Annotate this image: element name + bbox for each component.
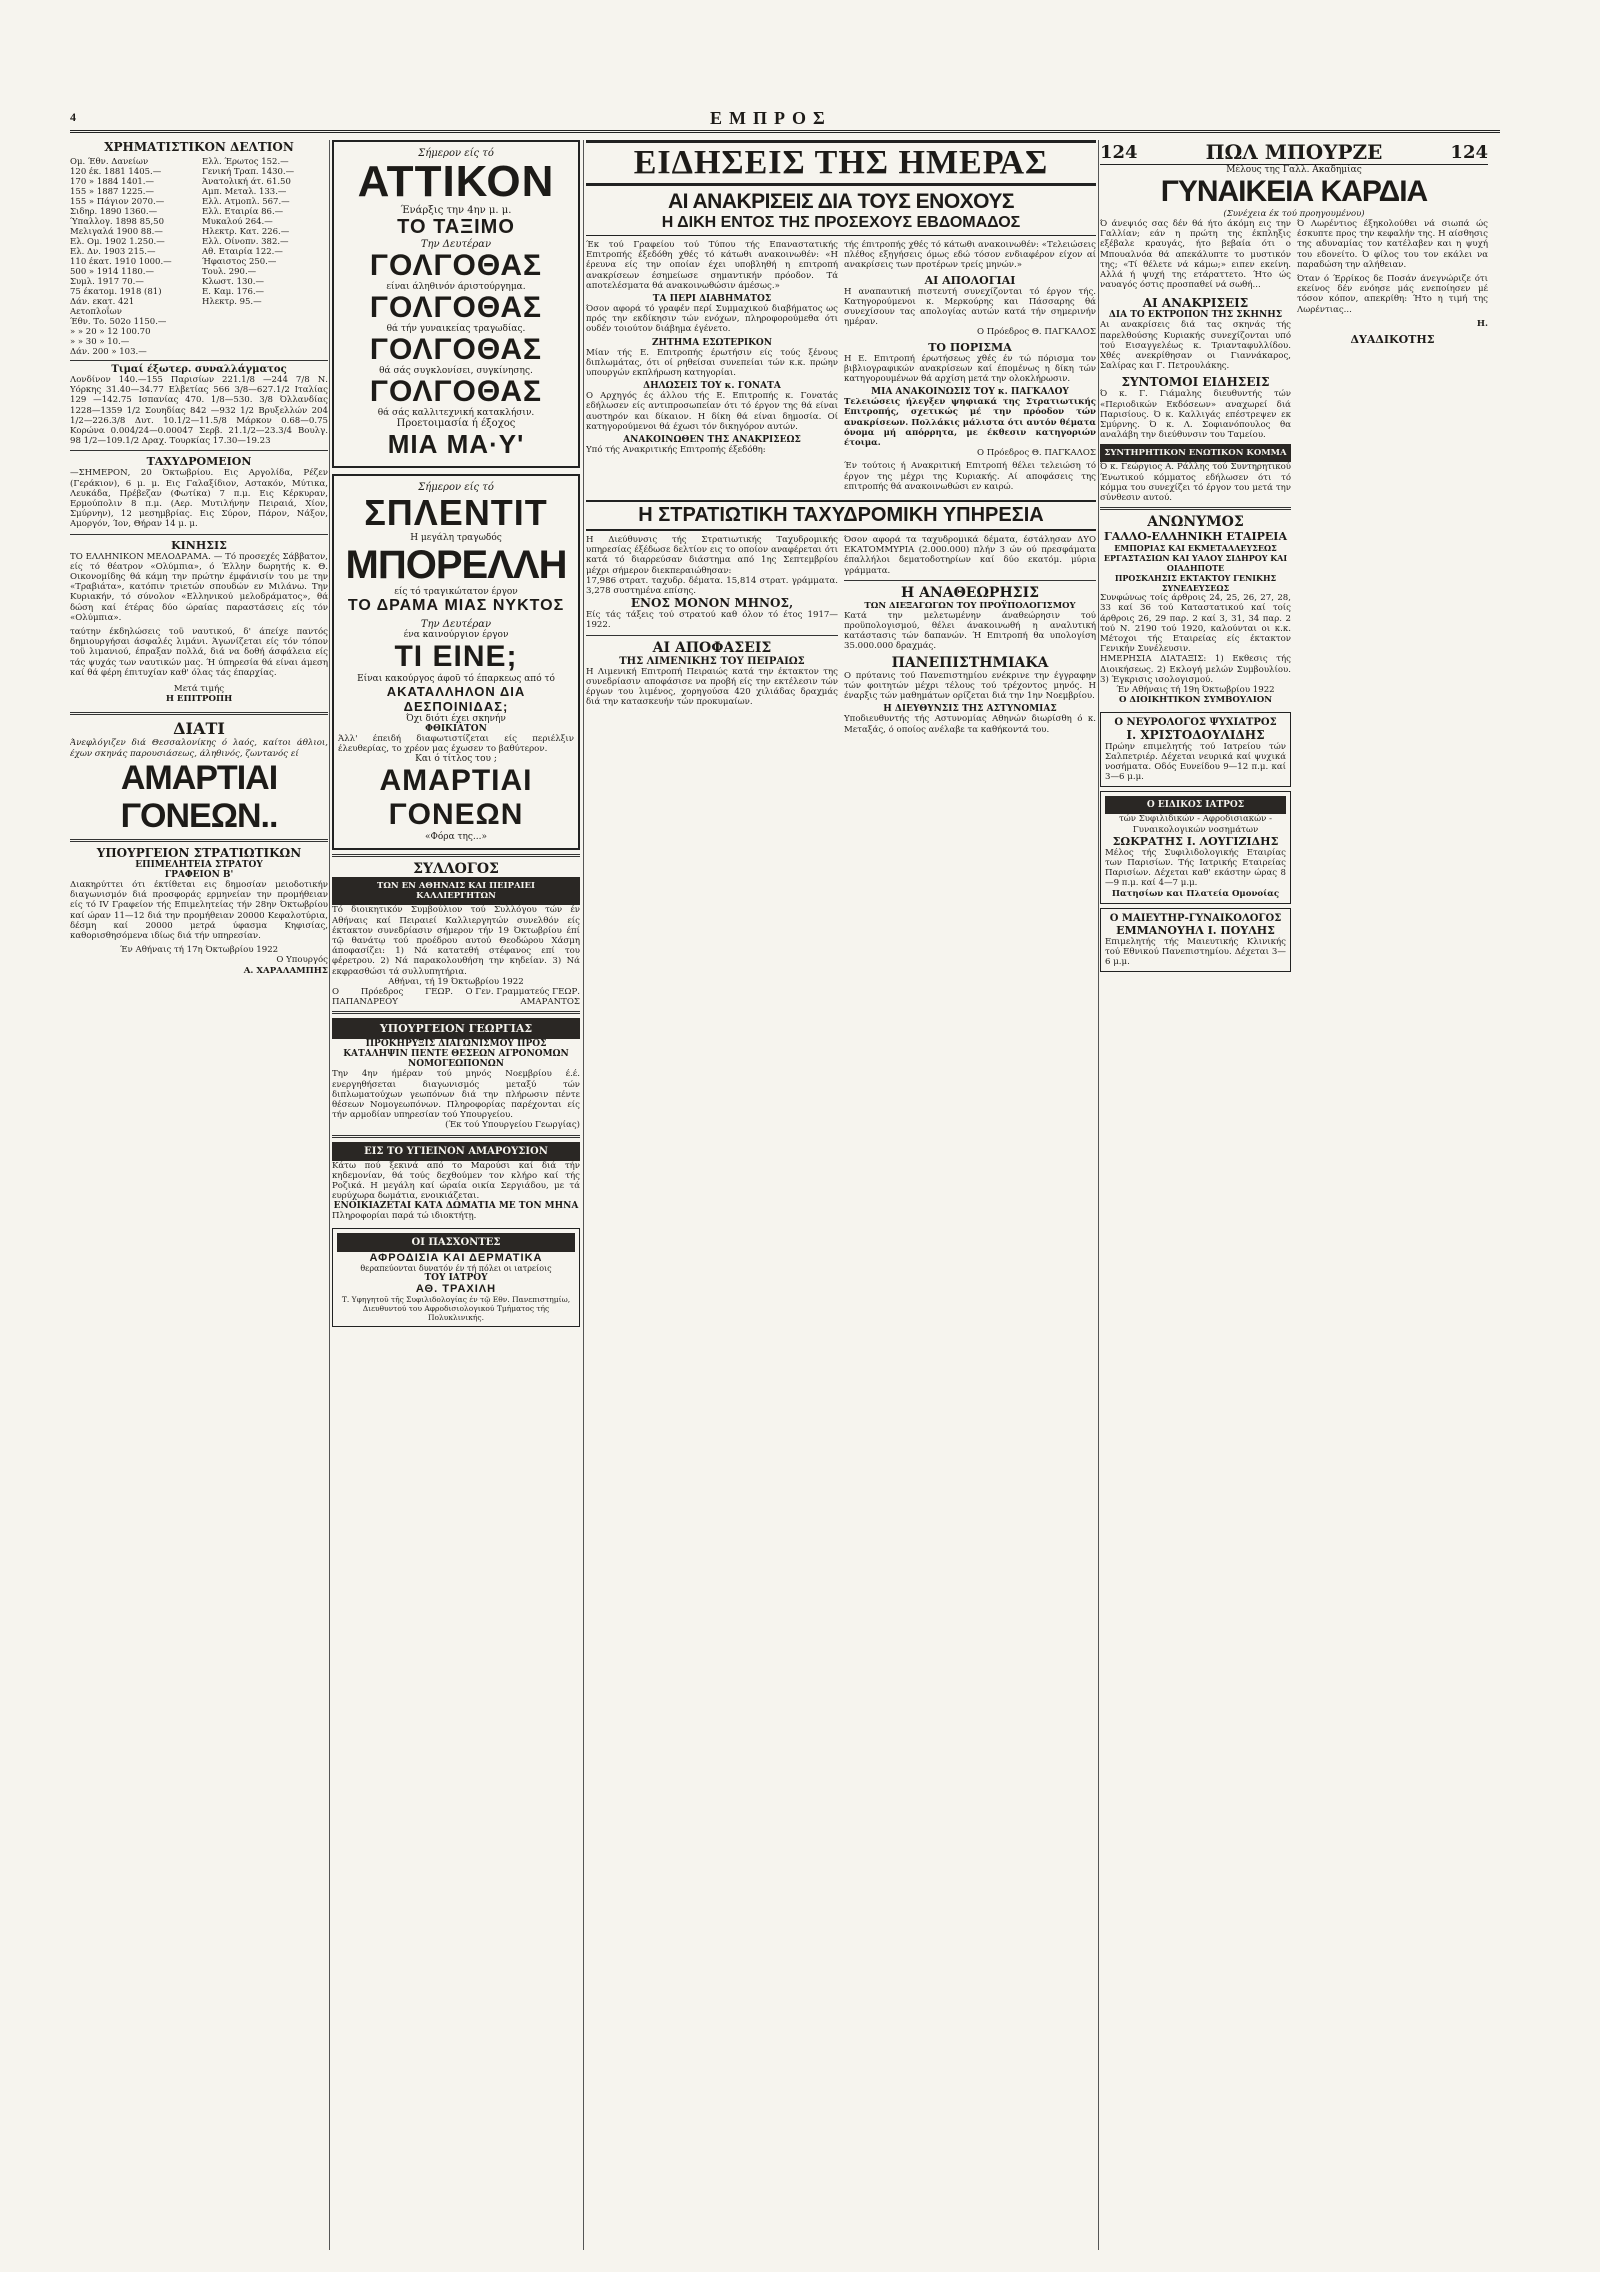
serial-number-right: 124 — [1450, 141, 1488, 163]
doc1-title: Ο ΝΕΥΡΟΛΟΓΟΣ ΨΥΧΙΑΤΡΟΣ — [1114, 716, 1277, 728]
page-number: 4 — [70, 110, 76, 124]
theatre-attikon-ad — [332, 140, 580, 468]
assoc-text: Τό διοικητικόν Συμβούλιον τού Συλλόγου τών έν Αθήναις καί Πειραιεί Καλλιεργητών συνελθόν είς έκτακτον συνεδρίασιν σήμερον τήν 19 Όκτωβρίου έπί τῷ θανάτῳ τού προέδρου αυτού Θεοδώρου Χάσμη άποφασίζει: 1) Νά κατατεθή στέφανος επί του φέρετρου. 2) Νά παρακολουθήση την κηδείαν. 3) Νά εκφρασθώσι τά συλλυπητήρια. — [332, 905, 580, 977]
golgotha-title: ΓΟΛΓΟΘΑΣ — [369, 291, 543, 324]
serial-text: Ό άνεψιός σας δέν θά ήτο άκόμη εις την Γαλλίαν; εάν η πρώτη της έκπληξις εξέβαλε κραυγάς, ήτο βεβαία ότι ο Μπουαλνόα θά απεκάλυπτε το μυστικόν της; «Τί θέλετε νά κάμω;» ειπεν εκείνη. Αλλά ή ψυχή της ετάραττετο. Ήτο ώς ναυαγός όστις προσπαθεί νά σωθή... — [1100, 219, 1291, 291]
serial-section: ΔΥΑΔΙΚΟΤΗΣ — [1350, 333, 1435, 347]
stock-row: 110 έκατ. 1910 1000.— — [70, 257, 172, 267]
news-left — [586, 240, 838, 492]
theatre-name-2: ΣΠΛΕΝΤΙΤ — [364, 492, 548, 533]
stock-row: Ε. Καμ. 176.— — [202, 287, 265, 297]
stock-row: Ήφαιστος 250.— — [202, 257, 277, 267]
column-4 — [1100, 140, 1488, 972]
party-title: ΣΥΝΤΗΡΗΤΙΚΟΝ ΕΝΩΤΙΚΟΝ ΚΟΜΜΑ — [1100, 444, 1291, 462]
stock-row: Κλωστ. 130.— — [202, 277, 265, 287]
letter-text: ταύτην έκδηλώσεις τοϋ ναυτικού, δ' άπείχε παντός δημιουργήσαι άσφαλές λιμάνι. Άγωνίζεται είς τόν τόπον τοϋ λιμανιού, έπραξαν πολλά, διά να δοθή άσφάλεια είς τάς ψυχάς των ναυτικών μας. Ή ύπηρεσία θά είναι άμεση καί θά φέρη έπιτυχίαν καθ' όλας τάς έπαρχίας. — [70, 627, 328, 678]
newspaper-title: ΕΜΠΡΟΣ — [710, 108, 832, 128]
ti-eine-note: Είναι κακούργος άφοῦ τό έπαρκεως από τό — [357, 674, 555, 684]
stock-left-list — [70, 157, 196, 357]
stock-table — [70, 157, 328, 361]
col4-split — [1100, 219, 1488, 972]
col4-left — [1100, 219, 1291, 972]
doc2-addr: Πατησίων και Πλατεία Ομονοίας — [1111, 888, 1280, 899]
company-title: ΑΝΩΝΥΜΟΣ — [1147, 514, 1244, 531]
harbour-sub: ΤΗΣ ΛΙΜΕΝΙΚΗΣ ΤΟΥ ΠΕΙΡΑΙΩΣ — [619, 655, 805, 667]
play-text: Άλλ' έπειδή διαφωτιστίζεται είς περιέλξιν έλευθερίας, το χρέον μας έχωσεν το βαθύτερον. — [338, 734, 574, 755]
serial-sign: Η. — [1476, 318, 1488, 329]
serial-text-2: Ό Λωρέντιος έξηκολούθει νά σιωπά ώς έσκυπτε προς την κεφαλήν της. Η αίσθησις της αδυναμίας τον κατέλαβεν και η ψυχή του εδονείτο. Ό φίλος του τον εκάλει να παραδώση την αλήθειαν. — [1297, 219, 1488, 270]
agri-text: Την 4ην ήμέραν τού μηνός Νοεμβρίου έ.έ. ενεργηθήσεται διαγωνισμός μεταξύ τών διπλωματούχων γεωπόνων διά την πλήρωσιν πέντε θέσεων Νομογεωπόνων. Πληροφορίας παρέχονται είς τήν αρμοδίαν υπηρεσίαν τού Υπουργείου. — [332, 1069, 580, 1121]
stock-row: Σιδηρ. 1890 1360.— — [70, 207, 158, 217]
mid-text: Αι ανακρίσεις διά τας σκηνάς τής παρελθούσης Κυριακής συνεχίζονται υπό τού Εισαγγελέως κ. Τριανταφυλλίδου. Χθές ανεκρίθησαν οι Γιαννάκαρος, Σαλίρας και Γ. Πετρουλάκης. — [1100, 320, 1291, 372]
golgotha-title: ΓΟΛΓΟΘΑΣ — [369, 249, 543, 282]
post-headline: Η ΣΤΡΑΤΙΩΤΙΚΗ ΤΑΧΥΔΡΟΜΙΚΗ ΥΠΗΡΕΣΙΑ — [586, 500, 1096, 531]
headline: ΑΙ ΑΝΑΚΡΙΣΕΙΣ ΔΙΑ ΤΟΥΣ ΕΝΟΧΟΥΣ — [667, 190, 1015, 213]
stock-row: Ελ. Δν. 1903 215.— — [70, 247, 156, 257]
party-text: Ό κ. Γεώργιος Α. Ράλλης τού Συντηρητικού Ένωτικού κόμματος εδήλωσεν ότι τό κόμμα του συνεχίζει τό έργον του μετά την σύνθεσιν αυτού. — [1100, 462, 1291, 504]
doc2-box — [1100, 791, 1291, 903]
signature: Η ΕΠΙΤΡΟΠΗ — [165, 694, 233, 705]
review-title: Η ΑΝΑΘΕΩΡΗΣΙΣ — [900, 584, 1040, 601]
kiniseis-title: ΚΙΝΗΣΙΣ — [171, 538, 227, 552]
mid-sub: ΔΙΑ ΤΟ ΕΚΤΡΟΠΟΝ ΤΗΣ ΣΚΗΝΗΣ — [1108, 310, 1283, 321]
inquiry-title: ΑΙ ΑΠΟΛΟΓΙΑΙ — [924, 273, 1016, 287]
doc3-title: Ο ΜΑΙΕΥΤΗΡ-ΓΥΝΑΙΚΟΛΟΓΟΣ — [1109, 912, 1282, 924]
right-intro: τής έπιτροπής χθές τό κάτωθι ανακοινωθέν: «Τελειώσεις πλέθος εξηγήσεις όμως εδώ τόσον ενδιαφέρον είχον αί ανακρίσεις των προτέρων τρείς μηνών.» — [844, 240, 1096, 271]
ministry-text: Διακηρύττει ότι έκτίθεται εις δημοσίαν μειοδοτικήν διαγωνισμόν διά προσφοράς ερμηνείαν την προμήθειαν είς τό IV Γραφείον τής Επιμελητείας τήν 28ην Όκτωβρίου καί ώραν 11—12 διά την προμήθειαν 20000 Κεφαλοτύρια, δέσμη καί 20000 μετρά ύφασμα Κηφισίας, καθορισθησόμενα ιδίως διά τήν υπηρεσίαν. — [70, 879, 328, 941]
ministry-signer-title: Ο Υπουργός — [276, 955, 328, 966]
stock-row: 75 έκατομ. 1918 (81) — [70, 287, 162, 297]
porisma-title: ΤΟ ΠΟΡΙΣΜΑ — [928, 340, 1012, 354]
stock-row: Ελλ. Έρωτος 152.— — [202, 157, 289, 167]
porisma-text: Η Ε. Επιτροπή έρωτήσεως χθές έν τώ πόρισμα τον βιβλιογραφικών ανακρίσεων καί έπομένως η δίκη τών κατηγορουμένων θά αρχίση μετά την ολοκλήρωσιν. — [844, 353, 1096, 385]
ad2-line4: ΤΟΥ ΙΑΤΡΟΥ — [424, 1272, 488, 1283]
serial-author: ΠΩΛ ΜΠΟΥΡΖΕ — [1205, 140, 1383, 164]
play-label: ΦΘΙΚΙΑΤΟΝ — [425, 724, 487, 734]
theatre-name: ΑΤΤΙΚΟΝ — [357, 157, 555, 206]
golgotha-title: ΓΟΛΓΟΘΑΣ — [369, 375, 543, 408]
post-text: —ΣΗΜΕΡΟΝ, 20 Όκτωβρίου. Εις Αργολίδα, Ρέζεν (Γεράκιον), 6 μ. μ. Εις Γαλαξίδιον, Αστακόν, Μύτικα, Λευκάδα, Πρέβεζαν (Φωτίκα) 7 π.μ. Εις Κέρκυραν, Ερμούπολιν 8 π.μ. (Αερ. Μυτιλήνην Πειραιά, Χίον, Σμύρνην), 12 μεσημβρίας. Εις Σύρον, Πάρον, Νάξον, Αμοργόν, Ίον, Θήραν 14 μ. μ. — [70, 468, 328, 530]
mid-title: ΑΙ ΑΝΑΚΡΙΣΕΙΣ — [1142, 296, 1249, 311]
doc2-sub: τών Συφιλιδικών - Αφροδισιακών - Γυναικολογικών νοσημάτων — [1118, 814, 1272, 835]
lead-text: Έκ τού Γραφείου τού Τύπου τής Επαναστατικής Επιτροπής έξεδόθη χθές τό κάτωθι ανακοινωθέν: «Η έρευνα είς την οποίαν έχει υποβληθή η επιτροπή ανακρίσεων έσημείωσε σημαντικήν πρόοδον. Τά αποτελέσματα θά ανακοινωθώσιν άμέσως.» — [586, 240, 838, 291]
review-text: Κατά την μελετωμένην άναθεώρησιν τού προϋπολογισμού, θέλει άνακοινωθή η αναλυτική κατάστασις τών δαπανών. Ή Επιτροπή θα υπολογίση 35.000.000 δραχμάς. — [844, 610, 1096, 652]
doc2-title: Ο ΕΙΔΙΚΟΣ ΙΑΤΡΟΣ — [1105, 796, 1286, 814]
ministry-title: ΥΠΟΥΡΓΕΙΟΝ ΣΤΡΑΤΙΩΤΙΚΩΝ — [96, 845, 302, 860]
ministry-date: Έν Αθήναις τή 17η Όκτωβρίου 1922 — [119, 945, 279, 956]
stock-title: ΧΡΗΜΑΤΙΣΤΙΚΟΝ ΔΕΛΤΙΟΝ — [104, 140, 294, 154]
company-date: Έν Αθήναις τή 19η Όκτωβρίου 1922 — [1116, 685, 1275, 696]
post-stats-big: ΕΝΟΣ ΜΟΝΟΝ ΜΗΝΟΣ, — [630, 596, 794, 611]
uni-text: Ο πρύτανις τού Πανεπιστημίου ενέκρινε την έγγραφην τών φοιτητών μέχρι τέλους τού τρέχοντος μηνός. Η έναρξις τών μαθημάτων ορίζεται διά την 1ην Νοεμβρίου. — [844, 670, 1096, 702]
ad1-intro: ΔΙΑΤΙ — [173, 719, 225, 739]
ti-eine: ΤΙ ΕΙΝΕ; — [394, 640, 518, 673]
kiniseis-text: ΤΟ ΕΛΛΗΝΙΚΟΝ ΜΕΛΟΔΡΑΜΑ. — Τό προσεχές Σάββατον, είς τό θέατρον «Ολύμπια», ό Έλλην δωρητής κ. Θ. Οικονομίδης θά κάμη την πρώτην έμφάνισίν του με την «Τραβιάτα», κατόπιν τριετών σπουδών εν Μιλάνω. Την Κυριακήν, τό σύνολον «Ελληνικού μελοδράματος», θά δώση καί έτέρας δύο ώραίας παραστάσεις είς τόν «Ολύμπια». — [70, 551, 328, 623]
stock-row: 170 » 1884 1401.— — [70, 177, 154, 187]
stock-row: Ομ. Έθν. Δανείων — [70, 157, 149, 167]
theatre-sub: Ένάρξις την 4ην μ. μ. — [400, 205, 512, 216]
subheadline: Η ΔΙΚΗ ΕΝΤΟΣ ΤΗΣ ΠΡΟΣΕΧΟΥΣ ΕΒΔΟΜΑΔΟΣ — [586, 214, 1096, 236]
serial-cont: (Συνέχεια έκ τού προηγουμένου) — [1223, 209, 1365, 219]
post-title: ΤΑΧΥΔΡΟΜΕΙΟΝ — [146, 455, 252, 469]
stock-row: Ελ. Ομ. 1902 1.250.— — [70, 237, 165, 247]
doc1-box — [1100, 712, 1291, 788]
stock-row: Αθ. Εταιρία 122.— — [202, 247, 283, 257]
column-divider — [1098, 140, 1099, 2250]
assoc-date: Αθήναι, τή 19 Όκτωβρίου 1922 — [388, 976, 524, 987]
play-note: ένα καινούργιον έργον — [403, 630, 509, 640]
sanatorium-title: ΕΙΣ ΤΟ ΥΓΙΕΙΝΟΝ ΑΜΑΡΟΥΣΙΟΝ — [332, 1142, 580, 1161]
serial-title: ΓΥΝΑΙΚΕΙΑ ΚΑΡΔΙΑ — [1160, 175, 1428, 208]
agri-sub: ΠΡΟΚΗΡΥΞΙΣ ΔΙΑΓΩΝΙΣΜΟΥ ΠΡΟΣ ΚΑΤΑΛΗΨΙΝ ΠΕΝΤΕ ΘΕΣΕΩΝ ΑΓΡΟΝΟΜΩΝ ΝΟΜΟΓΕΩΠΟΝΩΝ — [343, 1039, 569, 1070]
company-sub: ΕΜΠΟΡΙΑΣ ΚΑΙ ΕΚΜΕΤΑΛΛΕΥΣΕΩΣ ΕΡΓΑΣΤΑΣΙΩΝ ΚΑΙ ΥΑΛΟΥ ΣΙΔΗΡΟΥ ΚΑΙ ΟΙΑΔΗΠΟΤΕ — [1103, 543, 1288, 574]
column-divider — [583, 140, 584, 2250]
play-title-line: Και ό τίτλος του ; — [415, 754, 497, 765]
company-list: ΗΜΕΡΗΣΙΑ ΔΙΑΤΑΞΙΣ: 1) Εκθεσις τής Διοικήσεως. 2) Εκλογή μελών Συμβουλίου. 3) Έγκρισις ισολογισμού. — [1100, 654, 1291, 685]
stock-row: » » 30 » 10.— — [70, 337, 130, 347]
post-columns — [586, 535, 1096, 735]
assoc-signers — [332, 987, 580, 1007]
stock-row: Τουλ. 290.— — [202, 267, 257, 277]
ad2-line5: Τ. Υφηγητοῦ τῆς Συφιλιδολογίας έν τῷ Εθν. Πανεπιστημίω, Διευθυντού του Αφροδισιολογικού Τμήματος τής Πολυκλινικής. — [341, 1294, 571, 1322]
stock-row: Μελιγαλά 1900 88.— — [70, 227, 163, 237]
news-banner: ΕΙΔΗΣΕΙΣ ΤΗΣ ΗΜΕΡΑΣ — [586, 140, 1096, 186]
signature-prefix: Μετά τιμής — [173, 684, 225, 695]
actress-name: ΜΠΟΡΕΛΛΗ — [345, 543, 567, 587]
golgotha-title: ΓΟΛΓΟΘΑΣ — [369, 333, 543, 366]
golgotha-footer: Προετοιμασία ή έξοχος — [396, 418, 516, 429]
ad2-line2: ΑΦΡΟΔΙΣΙΑ ΚΑΙ ΔΕΡΜΑΤΙΚΑ — [369, 1251, 543, 1264]
stock-row: Ελλ. Ατμοπλ. 567.— — [202, 197, 290, 207]
doc3-text: Επιμελητής τής Μαιευτικής Κλινικής τού Εθνικού Πανεπιστημίου. Δέχεται 3—6 μ.μ. — [1105, 936, 1286, 968]
stock-row: Ηλεκτρ. 95.— — [202, 297, 262, 307]
akatallilon: ΑΚΑΤΑΛΛΗΛΟΝ ΔΙΑ ΔΕΣΠΟΙΝΙΔΑΣ; — [386, 684, 526, 714]
news-right — [844, 240, 1096, 492]
section-b-title: ΖΗΤΗΜΑ ΕΣΩΤΕΡΙΚΟΝ — [651, 337, 772, 348]
column-2 — [332, 140, 580, 1327]
inquiry-sign: Ο Πρόεδρος Θ. ΠΑΓΚΑΛΟΣ — [976, 327, 1096, 338]
ad1-big-title: ΑΜΑΡΤΙΑΙ ΓΟΝΕΩΝ.. — [120, 758, 278, 835]
ad2-line1: ΟΙ ΠΑΣΧΟΝΤΕΣ — [337, 1233, 575, 1252]
stock-row: 155 » 1887 1225.— — [70, 187, 154, 197]
ministry-signer: Α. ΧΑΡΑΛΑΜΠΗΣ — [243, 965, 328, 976]
police-text: Υποδιευθυντής τής Αστυνομίας Αθηνών διωρίσθη ό κ. Μεταξάς, ό οποίος ανέλαβε τα καθήκοντά του. — [844, 714, 1096, 735]
section-a-title: ΤΑ ΠΕΡΙ ΔΙΑΒΗΜΑΤΟΣ — [652, 294, 772, 305]
akatallilon-note: Όχι διότι έχει σκηνήν — [406, 714, 506, 724]
post-footer: Είς τάς τάξεις τού στρατού καθ όλον τό έτος 1917—1922. — [586, 610, 838, 631]
stock-row: Συμλ. 1917 70.— — [70, 277, 144, 287]
serial-header — [1100, 140, 1488, 165]
col4-right — [1297, 219, 1488, 972]
theatre2-note: Η μεγάλη τραγωδός — [410, 533, 502, 543]
golgotha-month: ΜΙΑ ΜΑ·Υ' — [387, 429, 525, 459]
post-left — [586, 535, 838, 735]
stock-row: Ελλ. Οίνοπν. 382.— — [202, 237, 289, 247]
serial-number-left: 124 — [1100, 141, 1138, 163]
sanatorium-text: Κάτω πού ξεκινά από το Μαρούσι καί διά τήν κηδεμονίαν, θά τούς δεχθούμεν τον κλήρο καί τής Ροζικά. Η μεγάλη καί ώραία οικία Σεργιάδου, με τά ευρύχωρα δωμάτια, ενοικιάζεται. — [332, 1160, 580, 1202]
pangalos-text: Τελειώσεις ήλεγξεν ψηφιακά της Στρατιωτικής Επιτροπής, σχετικώς μέ την πρόοδον τών ανακρίσεων. Πολλάκις μάλιστα ότι αυτόν θέματα όνομα μή απόρρητα, με έκθεσιν κατηγοριών έτοιμα. — [844, 397, 1096, 449]
news-columns — [586, 240, 1096, 492]
sins-note: «Φόρα της...» — [424, 832, 488, 843]
stock-row: Μυκαλού 264.— — [202, 217, 273, 227]
sanatorium-contact: Πληροφορίαι παρά τώ ιδιοκτήτῃ. — [332, 1211, 477, 1222]
harbour-text: Η Λιμενική Επιτροπή Πειραιώς κατά την έκτακτον της συνεδρίασιν αποφάσισε να προβή είς την εκτέλεσιν τών έργων του λιμένος, χορηγούσα 420 χιλιάδας δραχμάς διά την κατασκευήν τών προκυμαίων. — [586, 666, 838, 708]
right-col-text: Έν τούτοις ή Ανακριτική Επιτροπή θέλει τελειώση τό έργον της μέχρι της Κυριακής. Αί αποφάσεις της επιτροπής θά ανακοινωθώσι εν καιρώ. — [844, 461, 1096, 492]
sanatorium-rent: ΕΝΟΙΚΙΑΖΕΤΑΙ ΚΑΤΑ ΔΩΜΑΤΙΑ ΜΕ ΤΟΝ ΜΗΝΑ — [333, 1201, 579, 1212]
section-d-text: Υπό τής Ανακριτικής Επιτροπής έξεδόθη: — [586, 445, 766, 456]
doc3-box — [1100, 908, 1291, 973]
sins-title: ΑΜΑΡΤΙΑΙ ΓΟΝΕΩΝ — [379, 764, 533, 832]
section-b-text: Μίαν τής Ε. Επιτροπής έρωτήσιν είς τούς ξένους διπλωμάτας, ότι οί ρηθείσαι συνεπείαι τών κ.κ. πρώην υπουργών εκπλήρωση κατηγορίαι. — [586, 347, 838, 379]
column-1 — [70, 140, 328, 976]
stock-row: Ηλεκτρ. Κατ. 226.— — [202, 227, 290, 237]
stock-row: 500 » 1914 1180.— — [70, 267, 154, 277]
ad1-text: Άνεφλόγιζεν διά Θεσσαλονίκης ό λαός, καίτοι άθλιοι, έχων σκηνάς παρουσιάσεως, άληθινός, ζωντανός εί — [70, 738, 328, 759]
masthead — [70, 108, 1500, 133]
post-text-right: Όσον αφορά τα ταχυδρομικά δέματα, έστάλησαν ΔΥΟ ΕΚΑΤΟΜΜΥΡΙΑ (2.000.000) πλήν 3 ών ού πρεσφάματα έπαλλήλοι δεματοδοτηρίων καί δύο εκατόμ. μύρια γράμματα. — [844, 535, 1096, 576]
doc3-name: ΕΜΜΑΝΟΥΗΛ Ι. ΠΟΥΛΗΣ — [1116, 923, 1275, 937]
harbour-title: ΑΙ ΑΠΟΦΑΣΕΙΣ — [652, 639, 772, 656]
ad2-box — [332, 1228, 580, 1327]
review-sub: ΤΩΝ ΔΙΕΞΑΓΩΓΩΝ ΤΟΥ ΠΡΟΫΠΟΛΟΓΙΣΜΟΥ — [864, 600, 1076, 611]
actress-note: είς τό τραγικώτατον έργον — [394, 587, 518, 597]
ministry-sub1: ΕΠΙΜΕΛΗΤΕΙΑ ΣΤΡΑΤΟΥ — [135, 859, 263, 870]
monday-label: Την Δευτέραν — [420, 239, 492, 250]
short-title: ΣΥΝΤΟΜΟΙ ΕΙΔΗΣΕΙΣ — [1121, 375, 1270, 390]
uni-title: ΠΑΝΕΠΙΣΤΗΜΙΑΚΑ — [891, 654, 1049, 671]
company-text: Συνφώνως τοίς άρθροις 24, 25, 26, 27, 28, 33 καί 36 τού Καταστατικού καί τοίς άρθροις 26, 29 παρ. 2 καί 3, 31, 34 παρ. 2 τού Ν. 2190 τού 1920, καλούνται οι κ.κ. Μέτοχοι τής Εταιρείας είς έκτακτον Γενικήν Συνέλευσιν. — [1100, 593, 1291, 655]
assoc-title: ΣΥΛΛΟΓΟΣ — [413, 861, 499, 878]
doc2-text: Μέλος τής Συφιλιδολογικής Εταιρίας των Παρισίων. Τής Ιατρικής Εταιρείας Παρισίων. Δέχεται καθ' εκάστην ώρας 8—9 π.μ. καί 4—7 μ.μ. — [1105, 847, 1286, 889]
stock-row: » » 20 » 12 100.70 — [70, 327, 151, 337]
exchange-text: Λονδίνον 140.—155 Παρισίων 221.1/8 —244 7/8 Ν. Υόρκης 31.40—34.77 Ελβετίας 566 3/8—627.1/2 Ιταλίας 129 —142.75 Ισπανίας 470. 1/8—530. 3/8 Όλλανδίας 1228—1359 1/2 Σουηδίας 842 —932 1/2 Βρυξελλών 204 1/2—226.3/8 Δυτ. 10.1/2—11.5/8 Μάρκον 0.68—0.75 Κορώνα 0.004/24—0.00047 Σερβ. 21.1/2—23.3/4 Βουλγ. 98 1/2—109.1/2 Δραχ. Τουρκίας 17.30—19.23 — [70, 375, 328, 447]
today-label-2: Σήμερον είς τό — [418, 482, 494, 493]
post-text-left: Η Διεύθυνσις τής Στρατιωτικής Ταχυδρομικής υπηρεσίας έξέδωσε δελτίον εις το οποίον αναφέρεται ότι κατά τό διαρρεύσαν διάστημα από 1ης Σεπτεμβρίου μέχρι σήμερον διεκπεραιώθησαν: — [586, 535, 838, 576]
section-a-text: Όσον αφορά τό γραφέν περί Συμμαχικού διαβήματος ως πρός την εκδίκησιν τών ενόχων, πληροφορούμεθα ότι ουδέν τοιούτον διάβημα έγένετο. — [586, 304, 838, 335]
column-3 — [586, 140, 1096, 735]
exchange-title: Τιμαί έξωτερ. συναλλάγματος — [111, 364, 287, 375]
doc1-name: Ι. ΧΡΙΣΤΟΔΟΥΛΙΔΗΣ — [1126, 727, 1265, 742]
stock-row: Δάν. εκατ. 421 — [70, 297, 135, 307]
pangalos-title: ΜΙΑ ΑΝΑΚΟΙΝΩΣΙΣ ΤΟΥ κ. ΠΑΓΚΑΛΟΥ — [871, 387, 1069, 398]
stock-row: 120 έκ. 1881 1405.— — [70, 167, 162, 177]
pangalos-sign: Ο Πρόεδρος Θ. ΠΑΓΚΑΛΟΣ — [976, 448, 1096, 459]
company-sub2: ΠΡΟΣΚΛΗΣΙΣ ΕΚΤΑΚΤΟΥ ΓΕΝΙΚΗΣ ΣΥΝΕΛΕΥΣΕΩΣ — [1114, 573, 1277, 594]
agri-signer: (Έκ τού Υπουργείου Γεωργίας) — [445, 1120, 580, 1131]
play-monday: Την Δευτέραν — [420, 619, 492, 630]
ministry-sub2: ΓΡΑΦΕΙΟΝ Β' — [164, 869, 234, 880]
post-stats: 17,986 στρατ. ταχυδρ. δέματα. 15,814 στρατ. γράμματα. 3,278 συστημένα επίσης. — [586, 575, 838, 597]
stock-row: Γενική Τραπ. 1430.— — [202, 167, 295, 177]
play-title: ΤΟ ΔΡΑΜΑ ΜΙΑΣ ΝΥΚΤΟΣ — [347, 597, 565, 614]
section-c-text: Ο Αρχηγός ές άλλου τής Ε. Επιτροπής κ. Γονατάς εδήλωσεν είς αντιπροσωπείαν ότι τό έργον της θά είναι αυστηρόν και δίκαιον. Η δίκη θά είναι δημοσία. Οί κατηγορούμενοι θά έχωσι τόν δικηγόρον αυτών. — [586, 391, 838, 432]
company-name: ΓΑΛΛΟ-ΕΛΛΗΝΙΚΗ ΕΤΑΙΡΕΙΑ — [1104, 530, 1287, 544]
stock-row: Έθν. Το. 502ο 1150.— — [70, 317, 167, 327]
serial-trans: Μέλους της Γαλλ. Ακαδημίας — [1226, 165, 1362, 175]
column-divider — [329, 140, 330, 2250]
theatre-splendid-ad — [332, 474, 580, 850]
company-sign: Ο ΔΙΟΙΚΗΤΙΚΟΝ ΣΥΜΒΟΥΛΙΟΝ — [1118, 695, 1273, 706]
section-c-title: ΔΗΛΩΣΕΙΣ ΤΟΥ κ. ΓΟΝΑΤΑ — [643, 381, 781, 392]
today-label: Σήμερον είς τό — [418, 148, 494, 159]
assoc-sub: ΤΩΝ ΕΝ ΑΘΗΝΑΙΣ ΚΑΙ ΠΕΙΡΑΙΕΙ ΚΑΛΛΙΕΡΓΗΤΩΝ — [332, 877, 580, 905]
assoc-signer-right: Ο Γεν. Γραμματεύς ΓΕΩΡ. ΑΜΑΡΑΝΤΟΣ — [465, 987, 580, 1008]
golgotha-list — [338, 250, 574, 418]
theatre-play: ΤΟ ΤΑΞΙΜΟ — [397, 216, 515, 238]
stock-row: Δάν. 200 » 103.— — [70, 347, 147, 357]
serial-text-3: Όταν ό Έρρίκος δε Ποσάν άνεγνώριζε ότι εκείνος δέν ενόησε μάς ενεποίησεν μέ τόσον κόπον, απεκρίθη: Ήτο η τιμή της Λωρέντιας... — [1297, 274, 1488, 315]
stock-right-list — [202, 157, 328, 357]
agri-title: ΥΠΟΥΡΓΕΙΟΝ ΓΕΩΡΓΙΑΣ — [332, 1018, 580, 1039]
section-d-title: ΑΝΑΚΟΙΝΩΘΕΝ ΤΗΣ ΑΝΑΚΡΙΣΕΩΣ — [623, 435, 801, 446]
doc2-name: ΣΩΚΡΑΤΗΣ Ι. ΛΟΥΓΙΖΙΔΗΣ — [1112, 834, 1279, 848]
doc1-text: Πρώην επιμελητής τού Ιατρείου τών Σαλπετριέρ. Δέχεται νευρικά καί ψυχικά νοσήματα. Οδός Ευνείδου 9—12 π.μ. καί 3—6 μ.μ. — [1105, 741, 1286, 783]
stock-row: Ελλ. Εταιρία 86.— — [202, 207, 284, 217]
ad2-line3: θεραπεύονται δυνατόν έν τή πόλει οι ιατρείοις — [360, 1263, 552, 1273]
stock-row: Ύπαλλογ. 1898 85,50 — [70, 217, 164, 227]
police-title: Η ΔΙΕΥΘΥΝΣΙΣ ΤΗΣ ΑΣΤΥΝΟΜΙΑΣ — [883, 704, 1057, 715]
golgotha-note: θά τήν γυναικείας τραγωδίας. — [386, 324, 526, 334]
post-right — [844, 535, 1096, 735]
stock-row: Αμπ. Μεταλ. 133.— — [202, 187, 287, 197]
stock-row: Άνατολική άτ. 61.50 — [202, 177, 291, 187]
short-text: Ό κ. Γ. Γιάμαλης διευθυντής τών «Περιοδικών Εκδόσεων» αναχωρεί διά Παρισίους. Ό κ. Καλλιγάς επέστρεψεν εκ Σμύρνης. Ό κ. Λ. Σοφιανόπουλος θα αναλάβη την διεύθυνσιν του Ταμείου. — [1100, 389, 1291, 441]
assoc-signer-left: Ο Πρόεδρος ΓΕΩΡ. ΠΑΠΑΝΔΡΕΟΥ — [332, 987, 453, 1008]
golgotha-note: θά σάς καλλιτεχνική κατακλήσιν. — [377, 408, 535, 418]
golgotha-note: είναι άληθινόν άριστούργημα. — [386, 282, 526, 292]
stock-row: 155 » Πάγιον 2070.— — [70, 197, 165, 207]
stock-row: Αετοπλοΐων — [70, 307, 122, 317]
inquiry-text: Η αναπαυτική πιστευτή συνεχίζονται τό έργον τής. Κατηγορούμενοι κ. Μερκούρης και Πάσσαρης θά συνεχίσουν τας απολογίας αυτών κατά τήν σημερινήν ημέραν. — [844, 286, 1096, 328]
ad2-doctor: ΑΘ. ΤΡΑΧΙΛΗ — [415, 1282, 497, 1295]
golgotha-note: θά σάς συγκλονίσει, συγκίνησης. — [379, 366, 533, 376]
